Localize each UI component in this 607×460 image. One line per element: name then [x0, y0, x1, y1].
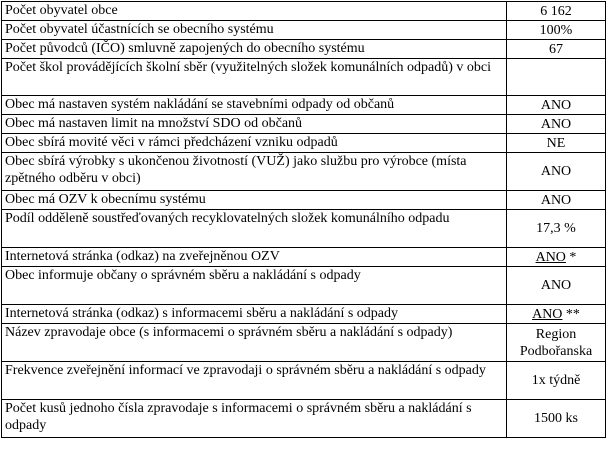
row-label: Počet kusů jednoho čísla zpravodaje s informacemi o správném sběru a nakládání s odpady	[2, 400, 507, 438]
table-row	[2, 2, 606, 21]
row-label: Počet obyvatel obce	[2, 2, 507, 21]
row-value: Region Podbořanska	[507, 324, 606, 362]
table-row	[2, 324, 606, 362]
row-value: 67	[507, 40, 606, 59]
row-value: NE	[507, 134, 606, 153]
table-row	[2, 210, 606, 248]
waste-info-link[interactable]: ANO	[532, 306, 563, 322]
table-row	[2, 400, 606, 438]
table-row	[2, 40, 606, 59]
row-label: Počet původců (IČO) smluvně zapojených do obecního systému	[2, 40, 507, 59]
row-label: Obec sbírá movité věci v rámci předcházení vzniku odpadů	[2, 134, 507, 153]
row-label: Obec má nastaven limit na množství SDO od občanů	[2, 115, 507, 134]
table-row	[2, 134, 606, 153]
row-value	[507, 305, 606, 324]
footnote-mark: *	[565, 249, 577, 265]
row-value: ANO	[507, 267, 606, 305]
row-value: 1x týdně	[507, 362, 606, 400]
row-label: Podíl odděleně soustřeďovaných recyklovatelných složek komunálního odpadu	[2, 210, 507, 248]
row-value: ANO	[507, 191, 606, 210]
table-row	[2, 21, 606, 40]
row-label: Obec má OZV k obecnímu systému	[2, 191, 507, 210]
table-row	[2, 305, 606, 324]
table-row	[2, 96, 606, 115]
table-row	[2, 59, 606, 96]
table-row	[2, 267, 606, 305]
waste-statistics-table	[1, 1, 606, 438]
row-label: Obec informuje občany o správném sběru a nakládání s odpady	[2, 267, 507, 305]
table-row	[2, 153, 606, 191]
row-value	[507, 59, 606, 96]
ozv-link[interactable]: ANO	[535, 249, 566, 265]
row-label: Internetová stránka (odkaz) s informacemi sběru a nakládání s odpady	[2, 305, 507, 324]
row-value: 6 162	[507, 2, 606, 21]
row-value: 17,3 %	[507, 210, 606, 248]
row-label: Internetová stránka (odkaz) na zveřejněnou OZV	[2, 248, 507, 267]
row-value: ANO	[507, 153, 606, 191]
row-label: Název zpravodaje obce (s informacemi o správném sběru a nakládání s odpady)	[2, 324, 507, 362]
row-label: Počet škol provádějících školní sběr (využitelných složek komunálních odpadů) v obci	[2, 59, 507, 96]
table-row	[2, 362, 606, 400]
row-value	[507, 248, 606, 267]
row-label: Obec má nastaven systém nakládání se stavebními odpady od občanů	[2, 96, 507, 115]
table-row	[2, 191, 606, 210]
row-value: ANO	[507, 115, 606, 134]
row-label: Frekvence zveřejnění informací ve zpravodaji o správném sběru a nakládání s odpady	[2, 362, 507, 400]
row-value: 100%	[507, 21, 606, 40]
row-value: 1500 ks	[507, 400, 606, 438]
table-row	[2, 248, 606, 267]
table-row	[2, 115, 606, 134]
footnote-mark: **	[562, 306, 580, 322]
row-value: ANO	[507, 96, 606, 115]
row-label: Počet obyvatel účastnících se obecního systému	[2, 21, 507, 40]
row-label: Obec sbírá výrobky s ukončenou životností (VUŽ) jako službu pro výrobce (místa zpětného odběru v obci)	[2, 153, 507, 191]
